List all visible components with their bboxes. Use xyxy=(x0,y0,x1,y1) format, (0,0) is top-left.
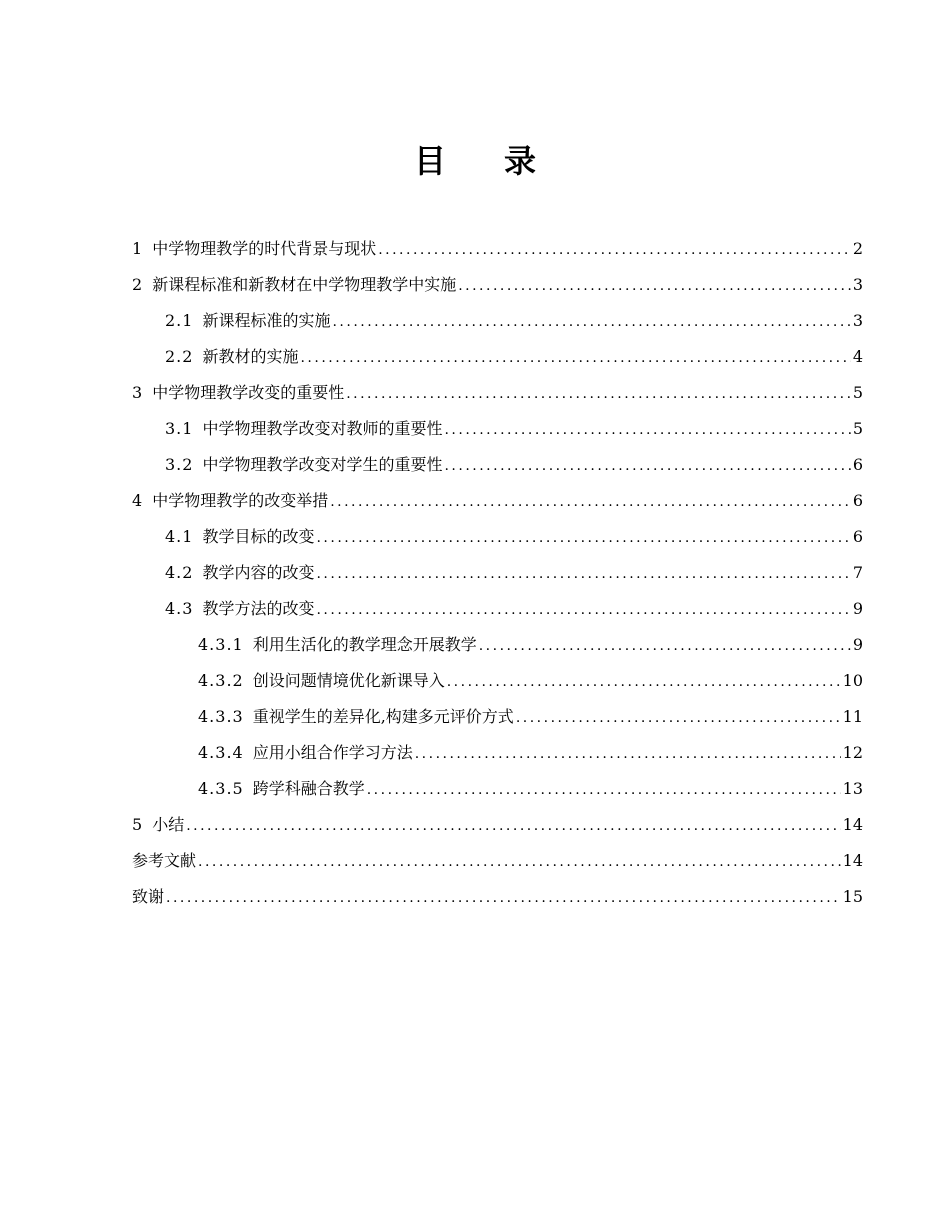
toc-entry[interactable] xyxy=(132,591,863,627)
toc-entry-number: 5 xyxy=(132,815,144,834)
toc-entry-page: 9 xyxy=(852,635,863,654)
toc-entry[interactable] xyxy=(132,807,863,843)
toc-leader-dots xyxy=(166,880,841,916)
toc-leader-dots xyxy=(316,556,850,592)
toc-entry[interactable] xyxy=(132,555,863,591)
toc-leader-dots xyxy=(378,232,851,268)
toc-entry-page: 6 xyxy=(852,455,863,474)
toc-entry-label: 致谢 xyxy=(132,887,165,906)
toc-entry[interactable] xyxy=(132,375,863,411)
toc-entry-label: 新课程标准和新教材在中学物理教学中实施 xyxy=(152,275,457,294)
toc-entry-number: 1 xyxy=(132,239,144,258)
toc-entry-page: 10 xyxy=(842,671,863,690)
toc-leader-dots xyxy=(316,592,850,628)
toc-entry[interactable] xyxy=(132,771,863,807)
toc-entry[interactable] xyxy=(132,267,863,303)
toc-leader-dots xyxy=(479,628,851,664)
toc-entry-number: 4.2 xyxy=(165,563,194,582)
toc-entry[interactable] xyxy=(132,735,863,771)
toc-entry-number: 3.2 xyxy=(165,455,194,474)
toc-entry-page: 15 xyxy=(842,887,863,906)
toc-entry-number: 3.1 xyxy=(165,419,194,438)
toc-entry-number: 4.3.1 xyxy=(198,635,244,654)
toc-entry[interactable] xyxy=(132,519,863,555)
toc-entry-number: 4.3.2 xyxy=(198,671,244,690)
toc-entry-label: 小结 xyxy=(152,815,185,834)
toc-entry-number: 4.3.5 xyxy=(198,779,244,798)
toc-entry-page: 3 xyxy=(852,311,863,330)
toc-entry-number: 4.3.4 xyxy=(198,743,244,762)
toc-entry-label: 创设问题情境优化新课导入 xyxy=(252,671,445,690)
toc-leader-dots xyxy=(447,664,841,700)
toc-entry-page: 5 xyxy=(852,419,863,438)
toc-entry-page: 5 xyxy=(852,383,863,402)
toc-entry-page: 14 xyxy=(842,815,863,834)
toc-entry-page: 11 xyxy=(842,707,863,726)
toc-entry-label: 中学物理教学改变对学生的重要性 xyxy=(202,455,443,474)
toc-entry-label: 中学物理教学改变对教师的重要性 xyxy=(202,419,443,438)
toc-entry-number: 2.2 xyxy=(165,347,194,366)
toc-entry-label: 利用生活化的教学理念开展教学 xyxy=(252,635,477,654)
toc-title-char-1: 目 xyxy=(413,142,446,180)
toc-entry-label: 跨学科融合教学 xyxy=(252,779,365,798)
toc-entry-label: 参考文献 xyxy=(132,851,197,870)
toc-entry-label: 应用小组合作学习方法 xyxy=(252,743,413,762)
toc-entry[interactable] xyxy=(132,411,863,447)
toc-entry-label: 中学物理教学的改变举措 xyxy=(152,491,329,510)
toc-entry-page: 9 xyxy=(852,599,863,618)
toc-entry[interactable] xyxy=(132,303,863,339)
toc-entry-number: 4 xyxy=(132,491,144,510)
toc-entry[interactable] xyxy=(132,447,863,483)
toc-entry-page: 6 xyxy=(852,527,863,546)
toc-entry[interactable] xyxy=(132,663,863,699)
toc-entry-page: 7 xyxy=(852,563,863,582)
toc-leader-dots xyxy=(186,808,840,844)
toc-leader-dots xyxy=(367,772,841,808)
toc-entry-number: 3 xyxy=(132,383,144,402)
toc-leader-dots xyxy=(198,844,841,880)
toc-leader-dots xyxy=(458,268,851,304)
toc-leader-dots xyxy=(516,700,841,736)
toc-entry-label: 重视学生的差异化,构建多元评价方式 xyxy=(252,707,514,726)
toc-leader-dots xyxy=(444,412,850,448)
toc-leader-dots xyxy=(444,448,850,484)
toc-leader-dots xyxy=(300,340,850,376)
toc-entry-label: 教学内容的改变 xyxy=(202,563,315,582)
toc-entry-number: 2 xyxy=(132,275,144,294)
toc-entry-label: 新课程标准的实施 xyxy=(202,311,331,330)
toc-entry-page: 4 xyxy=(852,347,863,366)
toc-entry-label: 中学物理教学改变的重要性 xyxy=(152,383,345,402)
toc-entry[interactable] xyxy=(132,843,863,879)
toc-list xyxy=(132,231,863,915)
toc-leader-dots xyxy=(330,484,851,520)
toc-entry-page: 3 xyxy=(852,275,863,294)
toc-entry-number: 4.1 xyxy=(165,527,194,546)
toc-entry[interactable] xyxy=(132,699,863,735)
toc-entry[interactable] xyxy=(132,879,863,915)
toc-entry-label: 教学目标的改变 xyxy=(202,527,315,546)
toc-title-char-2: 录 xyxy=(504,142,537,180)
toc-entry-label: 中学物理教学的时代背景与现状 xyxy=(152,239,377,258)
toc-entry-page: 12 xyxy=(842,743,863,762)
toc-entry-number: 2.1 xyxy=(165,311,194,330)
toc-leader-dots xyxy=(332,304,850,340)
toc-entry[interactable] xyxy=(132,231,863,267)
toc-entry-label: 新教材的实施 xyxy=(202,347,299,366)
toc-leader-dots xyxy=(316,520,850,556)
toc-entry-page: 6 xyxy=(852,491,863,510)
toc-entry-page: 13 xyxy=(842,779,863,798)
toc-entry-page: 14 xyxy=(842,851,863,870)
toc-leader-dots xyxy=(346,376,851,412)
toc-entry-page: 2 xyxy=(852,239,863,258)
toc-entry-number: 4.3.3 xyxy=(198,707,244,726)
toc-entry-label: 教学方法的改变 xyxy=(202,599,315,618)
toc-entry[interactable] xyxy=(132,627,863,663)
toc-title xyxy=(0,138,950,184)
toc-entry-number: 4.3 xyxy=(165,599,194,618)
toc-entry[interactable] xyxy=(132,339,863,375)
toc-leader-dots xyxy=(415,736,841,772)
toc-entry[interactable] xyxy=(132,483,863,519)
